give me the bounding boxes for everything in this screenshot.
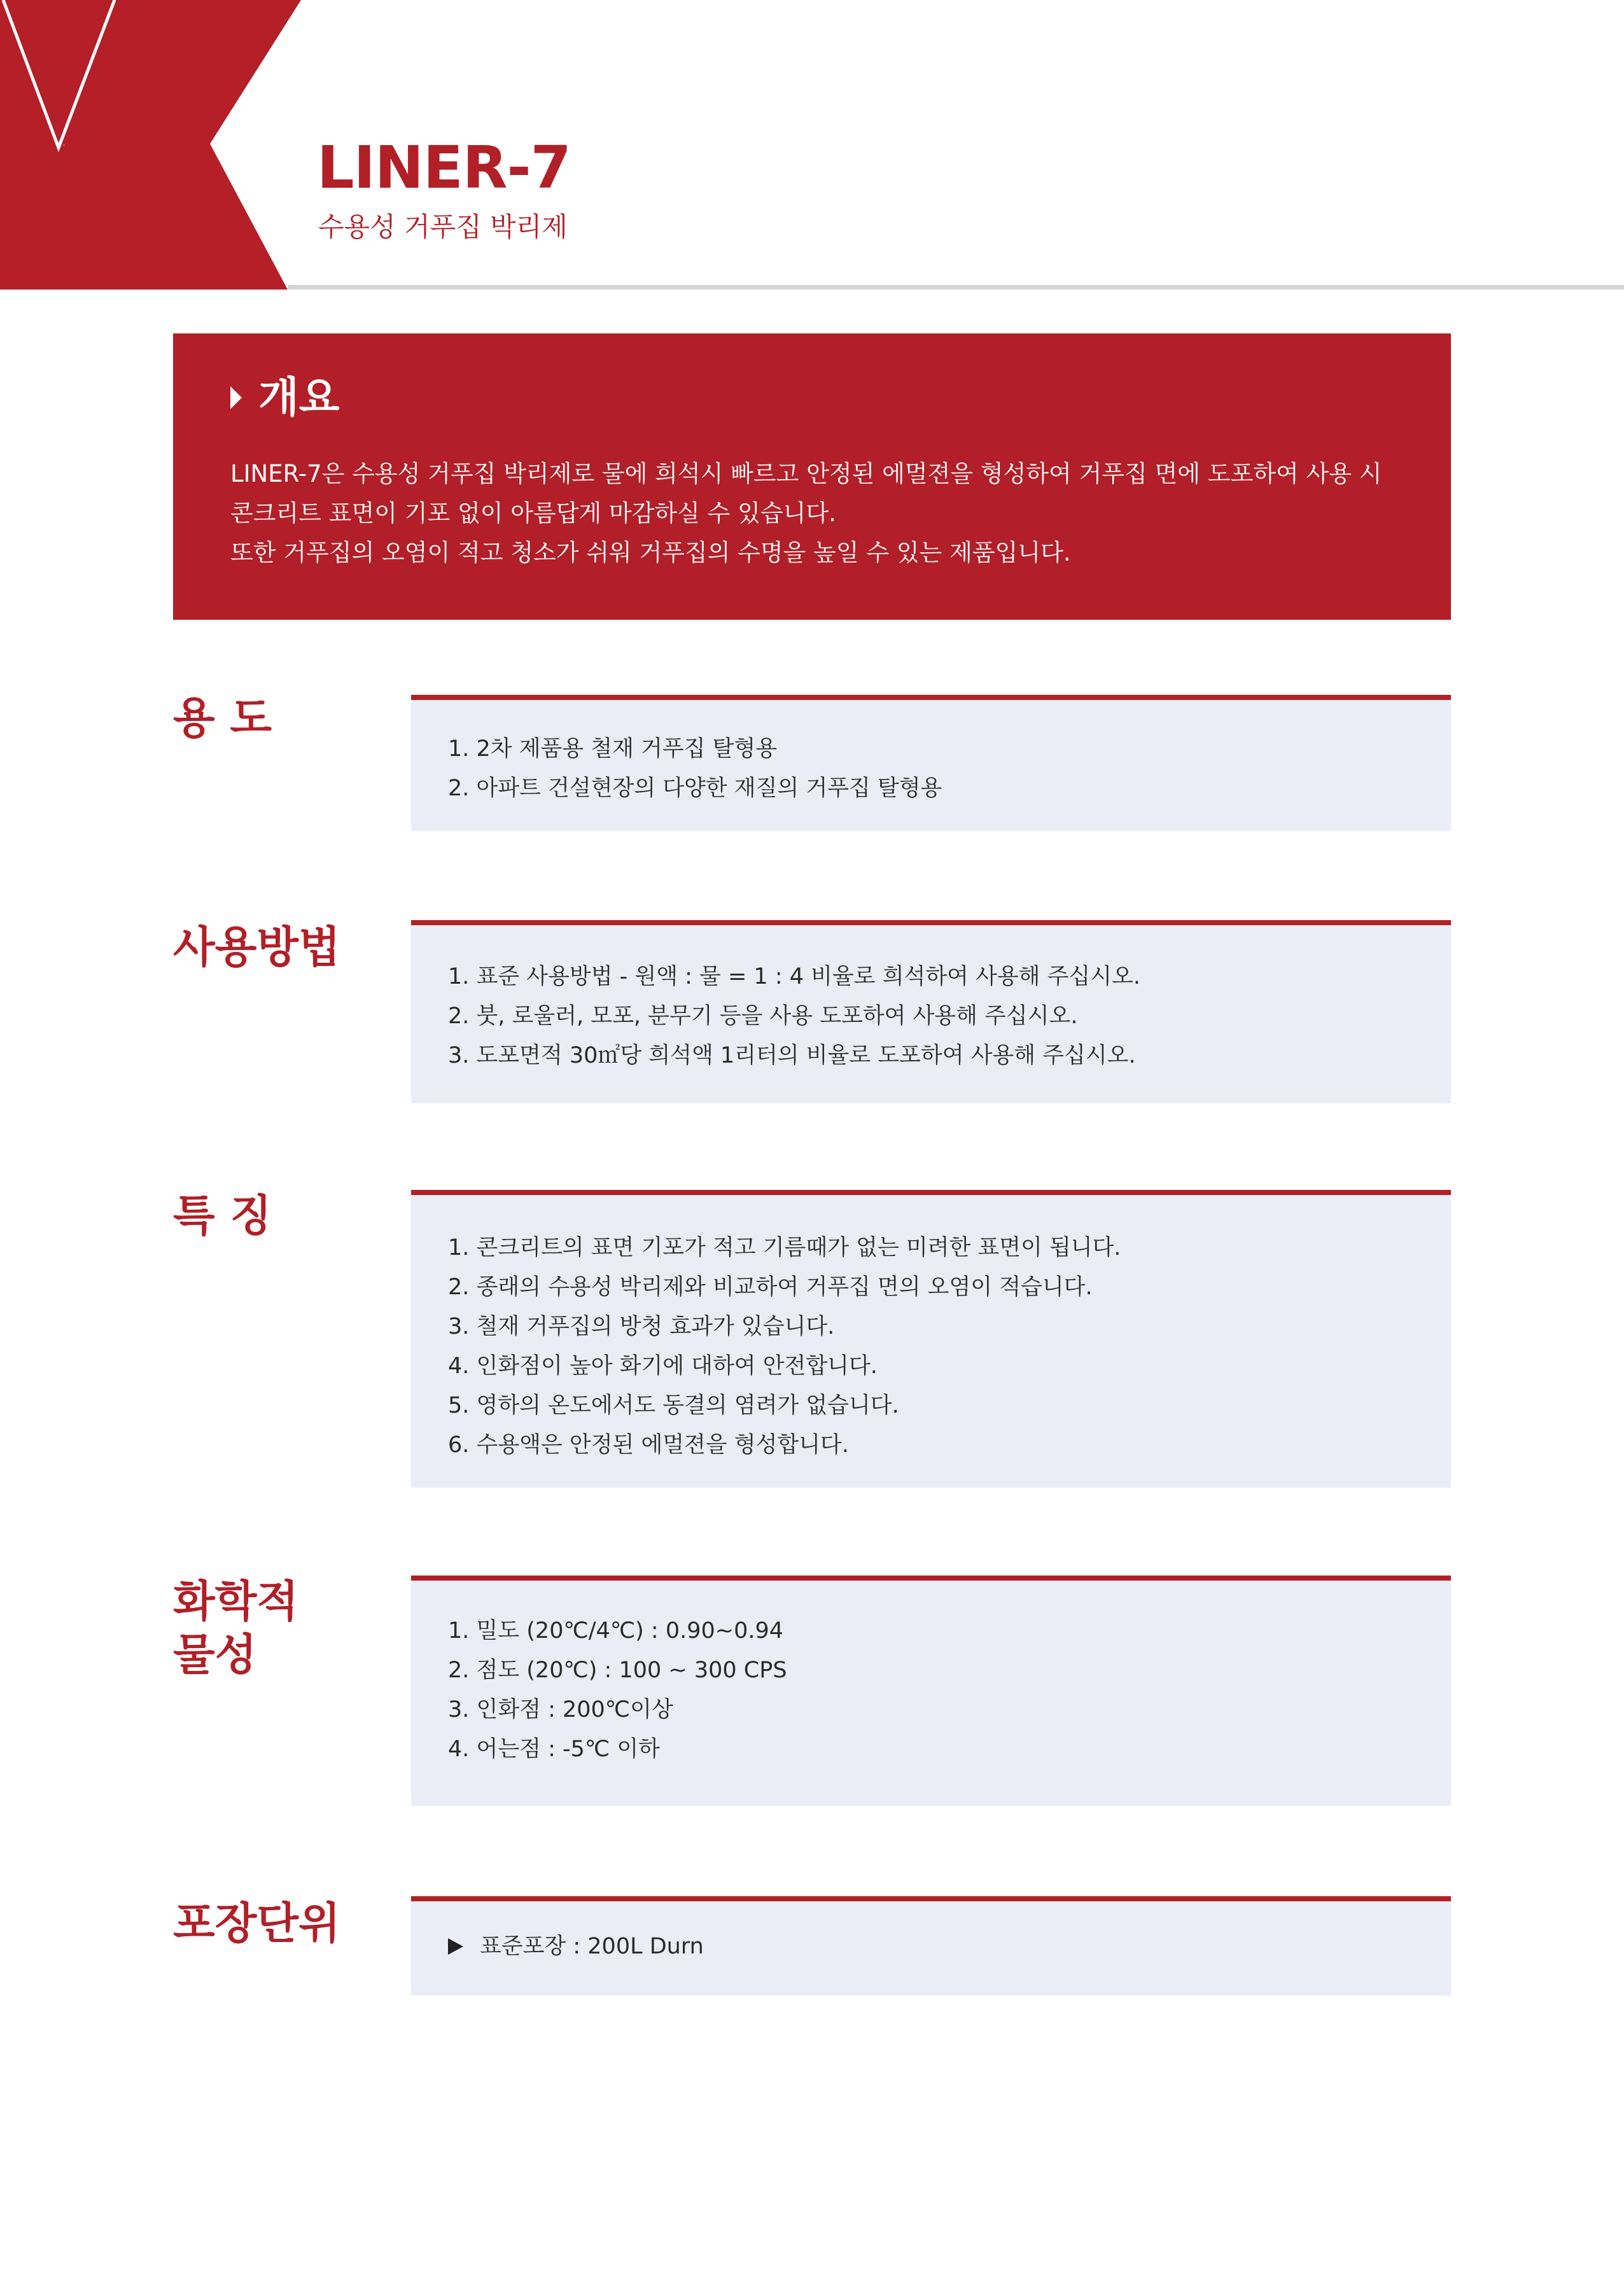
features-list (448, 1228, 1121, 1465)
list-item: 4. 어는점 : -5℃ 이하 (448, 1736, 660, 1762)
header-rule (288, 285, 1624, 290)
list-item: 1. 표준 사용방법 - 원액 : 물 = 1 : 4 비율로 희석하여 사용해 주십시오. (448, 964, 1140, 989)
section-label-method: 사용방법 (173, 923, 340, 973)
overview-line: 또한 거푸집의 오염이 적고 청소가 쉬워 거푸집의 수명을 높일 수 있는 제품입니다. (230, 539, 1071, 566)
list-item: 3. 인화점 : 200℃이상 (448, 1697, 673, 1722)
list-item: 2. 점도 (20℃) : 100 ~ 300 CPS (448, 1658, 787, 1683)
section-label-line: 화학적 (173, 1577, 299, 1627)
list-item: 2. 붓, 로울러, 모포, 분무기 등을 사용 도포하여 사용해 주십시오. (448, 1003, 1078, 1029)
list-item: 2. 종래의 수용성 박리제와 비교하여 거푸집 면의 오염이 적습니다. (448, 1275, 1093, 1300)
packaging-text: 표준포장 : 200L Durn (480, 1934, 704, 1959)
list-item: 3. 도포면적 30㎡당 희석액 1리터의 비율로 도포하여 사용해 주십시오. (448, 1043, 1136, 1068)
section-label-properties (173, 1576, 298, 1682)
caret-right-icon (230, 386, 242, 409)
usage-list (448, 729, 942, 808)
section-label-line: 물성 (173, 1630, 257, 1681)
product-subtitle: 수용성 거푸집 박리제 (318, 211, 568, 242)
list-item: 1. 밀도 (20℃/4℃) : 0.90~0.94 (448, 1618, 784, 1644)
properties-panel (411, 1576, 1451, 1806)
product-title: LINER-7 (317, 134, 571, 202)
overview-heading-text: 개요 (258, 373, 340, 422)
section-label-features: 특 징 (173, 1191, 272, 1241)
brand-logo (0, 0, 305, 290)
usage-panel (411, 695, 1451, 831)
overview-heading (230, 373, 340, 422)
list-item: 3. 철재 거푸집의 방청 효과가 있습니다. (448, 1314, 835, 1339)
features-panel (411, 1190, 1451, 1488)
method-panel (411, 920, 1451, 1103)
section-label-usage: 용 도 (173, 694, 272, 744)
properties-list (448, 1611, 787, 1769)
list-item: 2. 아파트 건설현장의 다양한 재질의 거푸집 탈형용 (448, 776, 942, 801)
list-item (448, 1927, 704, 1966)
list-item: 1. 콘크리트의 표면 기포가 적고 기름때가 없는 미려한 표면이 됩니다. (448, 1235, 1121, 1261)
packaging-panel (411, 1896, 1451, 1995)
overview-line: LINER-7은 수용성 거푸집 박리제로 물에 희석시 빠르고 안정된 에멀젼을 형성하여 거푸집 면에 도포하여 사용 시 (230, 460, 1382, 487)
list-item: 4. 인화점이 높아 화기에 대하여 안전합니다. (448, 1353, 878, 1379)
overview-text (230, 454, 1427, 573)
overview-line: 콘크리트 표면이 기포 없이 아름답게 마감하실 수 있습니다. (230, 500, 836, 527)
packaging-list (448, 1927, 704, 1966)
section-label-packaging: 포장단위 (173, 1899, 340, 1949)
list-item: 5. 영하의 온도에서도 동결의 염려가 없습니다. (448, 1393, 899, 1418)
list-item: 1. 2차 제품용 철재 거푸집 탈형용 (448, 736, 778, 762)
triangle-bullet-icon (448, 1938, 463, 1955)
list-item: 6. 수용액은 안정된 에멀젼을 형성합니다. (448, 1432, 849, 1458)
method-list (448, 957, 1140, 1075)
overview-box (173, 333, 1451, 620)
